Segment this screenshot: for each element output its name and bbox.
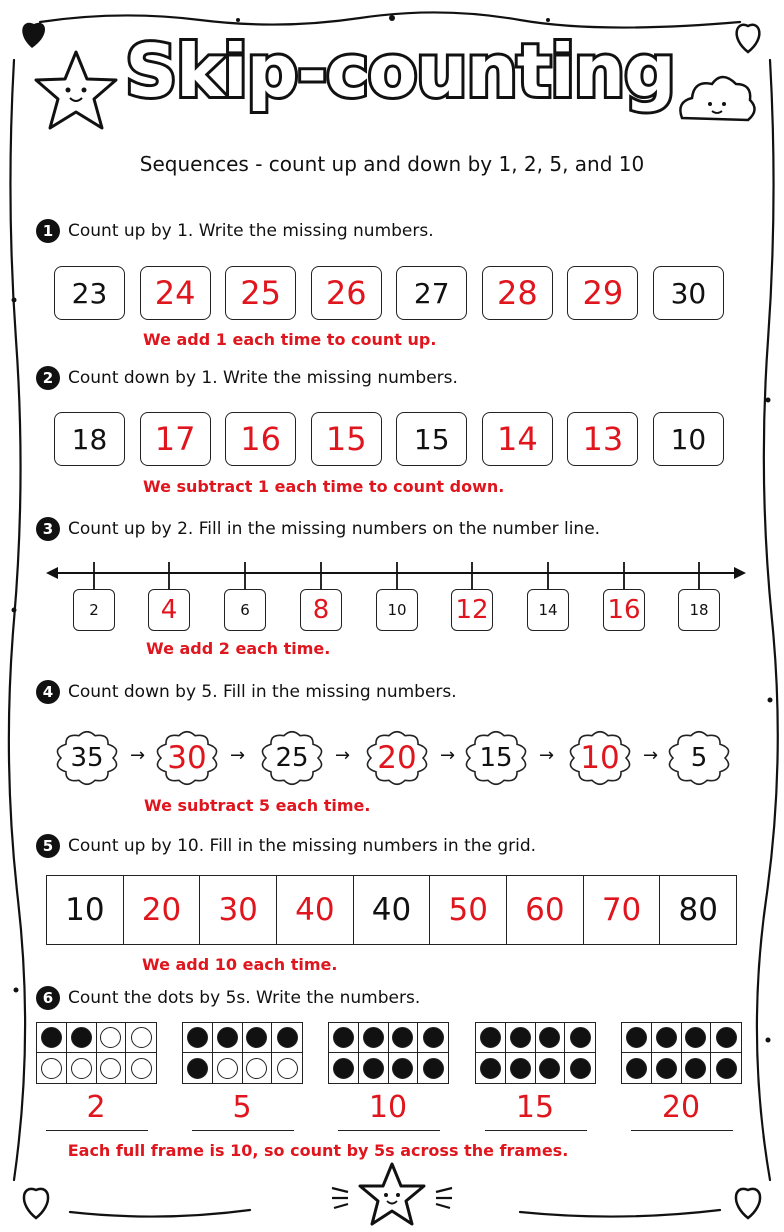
answer-text[interactable]: 15	[515, 1090, 555, 1125]
frame-cell	[126, 1023, 156, 1053]
question-2	[36, 366, 458, 390]
number-box: 23	[54, 266, 125, 320]
hint-text: We add 2 each time.	[146, 639, 331, 658]
number-box: 10	[653, 412, 724, 466]
filled-dot	[685, 1058, 706, 1079]
answer-box[interactable]: 25	[225, 266, 296, 320]
frame-cell	[536, 1053, 566, 1083]
filled-dot	[685, 1027, 706, 1048]
answer-cell[interactable]: 40	[277, 876, 354, 944]
number-box: 18	[54, 412, 125, 466]
ten-frame	[475, 1022, 596, 1084]
answer-box[interactable]: 16	[225, 412, 296, 466]
filled-dot	[656, 1027, 677, 1048]
answer-box[interactable]: 29	[567, 266, 638, 320]
empty-dot	[100, 1058, 121, 1079]
frame-cell	[213, 1023, 243, 1053]
filled-dot	[656, 1058, 677, 1079]
answer-box[interactable]: 13	[567, 412, 638, 466]
flower-number: 15	[479, 743, 513, 773]
answer-line	[192, 1130, 294, 1131]
arrow-icon: →	[440, 745, 456, 766]
frame-cell	[97, 1023, 127, 1053]
grid-cell: 80	[678, 892, 718, 928]
question-number: 3	[36, 517, 60, 541]
empty-dot	[100, 1027, 121, 1048]
empty-dot	[131, 1027, 152, 1048]
question-5	[36, 834, 536, 858]
filled-dot	[626, 1058, 647, 1079]
frame-cell	[476, 1053, 506, 1083]
number-box: 30	[653, 266, 724, 320]
answer-text[interactable]: 20	[661, 1090, 701, 1125]
filled-dot	[716, 1058, 737, 1079]
answer-line	[631, 1130, 733, 1131]
filled-dot	[392, 1027, 413, 1048]
filled-dot	[363, 1027, 384, 1048]
number-box: 14	[527, 589, 569, 631]
answer-text[interactable]: 10	[368, 1090, 408, 1125]
question-3	[36, 517, 600, 541]
arrow-icon: →	[130, 745, 146, 766]
hint-text: We add 10 each time.	[142, 955, 338, 974]
flower-number: 35	[70, 743, 104, 773]
empty-dot	[41, 1058, 62, 1079]
answer-box[interactable]: 16	[603, 589, 645, 631]
question-number: 4	[36, 680, 60, 704]
question-text: Count up by 2. Fill in the missing numbers on the number line.	[68, 519, 601, 539]
answer-box[interactable]: 26	[311, 266, 382, 320]
flower-number: 30	[167, 740, 207, 776]
filled-dot	[333, 1058, 354, 1079]
frame-cell	[126, 1053, 156, 1083]
filled-dot	[187, 1027, 208, 1048]
frame-cell	[37, 1053, 67, 1083]
filled-dot	[423, 1027, 444, 1048]
hint-text: We add 1 each time to count up.	[143, 330, 437, 349]
frame-cell	[652, 1023, 682, 1053]
frame-cell	[243, 1023, 273, 1053]
arrow-icon: →	[643, 745, 659, 766]
filled-dot	[277, 1027, 298, 1048]
filled-dot	[539, 1058, 560, 1079]
hint-text: We subtract 5 each time.	[144, 796, 371, 815]
frame-cell	[418, 1053, 448, 1083]
answer-box[interactable]: 15	[311, 412, 382, 466]
frame-cell	[622, 1023, 652, 1053]
frame-cell	[506, 1023, 536, 1053]
frame-cell	[359, 1023, 389, 1053]
ten-frame	[328, 1022, 449, 1084]
filled-dot	[217, 1027, 238, 1048]
page-subtitle: Sequences - count up and down by 1, 2, 5, and 10	[139, 152, 645, 176]
frame-cell	[506, 1053, 536, 1083]
question-text: Count up by 1. Write the missing numbers.	[68, 221, 434, 241]
frame-cell	[37, 1023, 67, 1053]
number-box: 27	[396, 266, 467, 320]
number-flower	[660, 722, 738, 794]
question-1	[36, 219, 434, 243]
filled-dot	[71, 1027, 92, 1048]
arrow-icon: →	[230, 745, 246, 766]
question-number: 6	[36, 986, 60, 1010]
ten-frame	[621, 1022, 742, 1084]
arrow-icon: →	[539, 745, 555, 766]
empty-dot	[246, 1058, 267, 1079]
answer-cell[interactable]: 60	[507, 876, 584, 944]
answer-flower[interactable]	[561, 722, 639, 794]
frame-cell	[682, 1053, 712, 1083]
frame-cell	[67, 1053, 97, 1083]
heart-icon	[736, 1189, 760, 1218]
empty-dot	[71, 1058, 92, 1079]
frame-cell	[389, 1053, 419, 1083]
filled-dot	[539, 1027, 560, 1048]
frame-cell	[183, 1053, 213, 1083]
frame-cell	[565, 1023, 595, 1053]
frame-cell	[476, 1023, 506, 1053]
answer-box[interactable]: 12	[451, 589, 493, 631]
answer-cell[interactable]: 50	[430, 876, 507, 944]
empty-dot	[131, 1058, 152, 1079]
filled-dot	[333, 1027, 354, 1048]
number-line	[0, 560, 784, 592]
arrow-icon: →	[335, 745, 351, 766]
frame-cell	[213, 1053, 243, 1083]
filled-dot	[626, 1027, 647, 1048]
frame-cell	[652, 1053, 682, 1083]
number-grid	[46, 875, 737, 945]
answer-text[interactable]: 2	[86, 1090, 106, 1125]
answer-line	[338, 1130, 440, 1131]
filled-dot	[392, 1058, 413, 1079]
question-4	[36, 680, 457, 704]
filled-dot	[187, 1058, 208, 1079]
hint-text: Each full frame is 10, so count by 5s across the frames.	[67, 1141, 569, 1160]
question-text: Count down by 5. Fill in the missing numbers.	[68, 682, 457, 702]
answer-box[interactable]: 28	[482, 266, 553, 320]
number-box: 18	[678, 589, 720, 631]
star-icon	[332, 1164, 452, 1224]
answer-line	[485, 1130, 587, 1131]
page-title	[0, 24, 784, 134]
frame-cell	[711, 1053, 741, 1083]
grid-cell: 10	[47, 876, 124, 944]
filled-dot	[41, 1027, 62, 1048]
frame-cell	[711, 1023, 741, 1053]
number-box: 10	[376, 589, 418, 631]
frame-cell	[329, 1023, 359, 1053]
question-text: Count up by 10. Fill in the missing numbers in the grid.	[68, 836, 537, 856]
filled-dot	[570, 1058, 591, 1079]
grid-cell: 40	[354, 876, 431, 944]
answer-box[interactable]: 4	[148, 589, 190, 631]
flower-number: 20	[377, 740, 417, 776]
frame-cell	[272, 1053, 302, 1083]
frame-cell	[682, 1023, 712, 1053]
frame-cell	[97, 1053, 127, 1083]
frame-cell	[183, 1023, 213, 1053]
flower-number: 25	[275, 743, 309, 773]
sequence-row-1	[54, 266, 724, 320]
question-number: 5	[36, 834, 60, 858]
filled-dot	[363, 1058, 384, 1079]
ten-frame	[182, 1022, 303, 1084]
number-box: 15	[396, 412, 467, 466]
question-number: 2	[36, 366, 60, 390]
frame-cell	[565, 1053, 595, 1083]
frame-cell	[272, 1023, 302, 1053]
question-number: 1	[36, 219, 60, 243]
filled-dot	[716, 1027, 737, 1048]
answer-box[interactable]: 17	[140, 412, 211, 466]
filled-dot	[246, 1027, 267, 1048]
frame-cell	[622, 1053, 652, 1083]
frame-cell	[67, 1023, 97, 1053]
answer-line	[46, 1130, 148, 1131]
frame-cell	[536, 1023, 566, 1053]
empty-dot	[277, 1058, 298, 1079]
frame-cell	[329, 1053, 359, 1083]
ten-frame	[36, 1022, 157, 1084]
answer-flower[interactable]	[148, 722, 226, 794]
answer-text[interactable]: 5	[232, 1090, 252, 1125]
answer-cell[interactable]: 30	[200, 876, 277, 944]
frame-cell	[389, 1023, 419, 1053]
answer-flower[interactable]	[358, 722, 436, 794]
filled-dot	[570, 1027, 591, 1048]
answer-cell[interactable]: 70	[584, 876, 661, 944]
number-flower	[48, 722, 126, 794]
number-flower	[253, 722, 331, 794]
number-box: 6	[224, 589, 266, 631]
hint-text: We subtract 1 each time to count down.	[143, 477, 505, 496]
answer-box[interactable]: 24	[140, 266, 211, 320]
answer-box[interactable]: 14	[482, 412, 553, 466]
question-text: Count the dots by 5s. Write the numbers.	[68, 988, 421, 1008]
frame-cell	[418, 1023, 448, 1053]
question-text: Count down by 1. Write the missing numbers.	[68, 368, 458, 388]
filled-dot	[510, 1027, 531, 1048]
filled-dot	[510, 1058, 531, 1079]
number-flower	[457, 722, 535, 794]
sequence-row-2	[54, 412, 724, 466]
filled-dot	[423, 1058, 444, 1079]
flower-number: 10	[580, 740, 620, 776]
question-6	[36, 986, 420, 1010]
filled-dot	[480, 1027, 501, 1048]
filled-dot	[480, 1058, 501, 1079]
empty-dot	[217, 1058, 238, 1079]
heart-icon	[24, 1189, 48, 1218]
answer-cell[interactable]: 20	[124, 876, 201, 944]
flower-number: 5	[690, 743, 708, 773]
svg-text:Skip-counting: Skip-counting	[125, 29, 675, 113]
frame-cell	[359, 1053, 389, 1083]
answer-box[interactable]: 8	[300, 589, 342, 631]
frame-cell	[243, 1053, 273, 1083]
number-box: 2	[73, 589, 115, 631]
